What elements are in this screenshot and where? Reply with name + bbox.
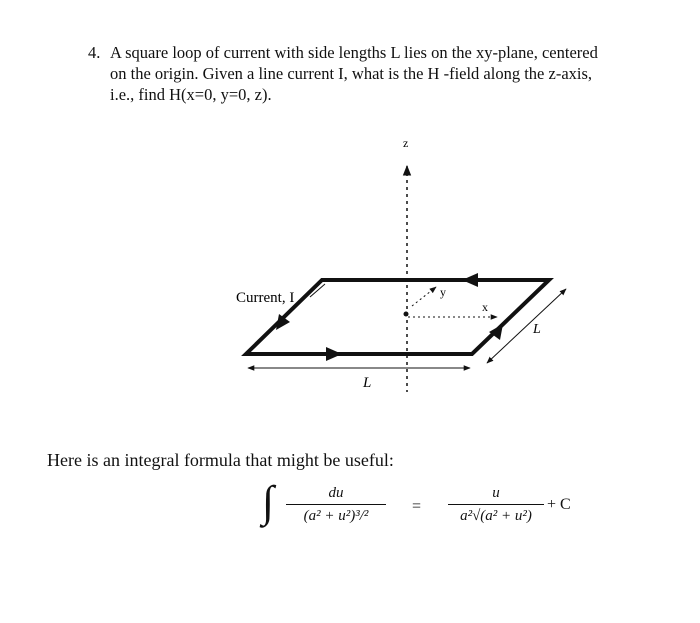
rhs-fraction [448, 482, 544, 527]
lhs-numerator: du [328, 485, 344, 501]
integral-intro: Here is an integral formula that might be useful: [47, 450, 394, 470]
current-label: Current, I [236, 290, 295, 306]
problem-line-1: A square loop of current with side lengths L lies on the xy-plane, centered [110, 43, 598, 62]
problem-number: 4. [88, 43, 101, 62]
lhs-denominator: (a² + u²)³/² [303, 508, 369, 524]
y-axis [412, 287, 436, 306]
L-side-label: L [533, 322, 541, 337]
rhs-numerator: u [492, 485, 500, 501]
integral-sign: ∫ [262, 477, 275, 526]
origin-dot [404, 312, 409, 317]
z-label: z [403, 136, 409, 150]
arrow-bottom [326, 347, 342, 361]
integral-formula [262, 477, 602, 560]
rhs-denominator: a²√(a² + u²) [460, 508, 532, 524]
problem-line-2: on the origin. Given a line current I, what is the H -field along the z-axis, [110, 64, 593, 83]
L-bottom-label: L [363, 375, 372, 391]
y-label: y [440, 285, 446, 299]
equals-sign: = [412, 498, 422, 515]
problem-line-3: i.e., find H(x=0, y=0, z). [110, 85, 272, 104]
lhs-fraction [286, 482, 386, 527]
x-label: x [482, 300, 488, 314]
arrow-top [462, 273, 478, 287]
integration-constant: + C [547, 496, 571, 513]
